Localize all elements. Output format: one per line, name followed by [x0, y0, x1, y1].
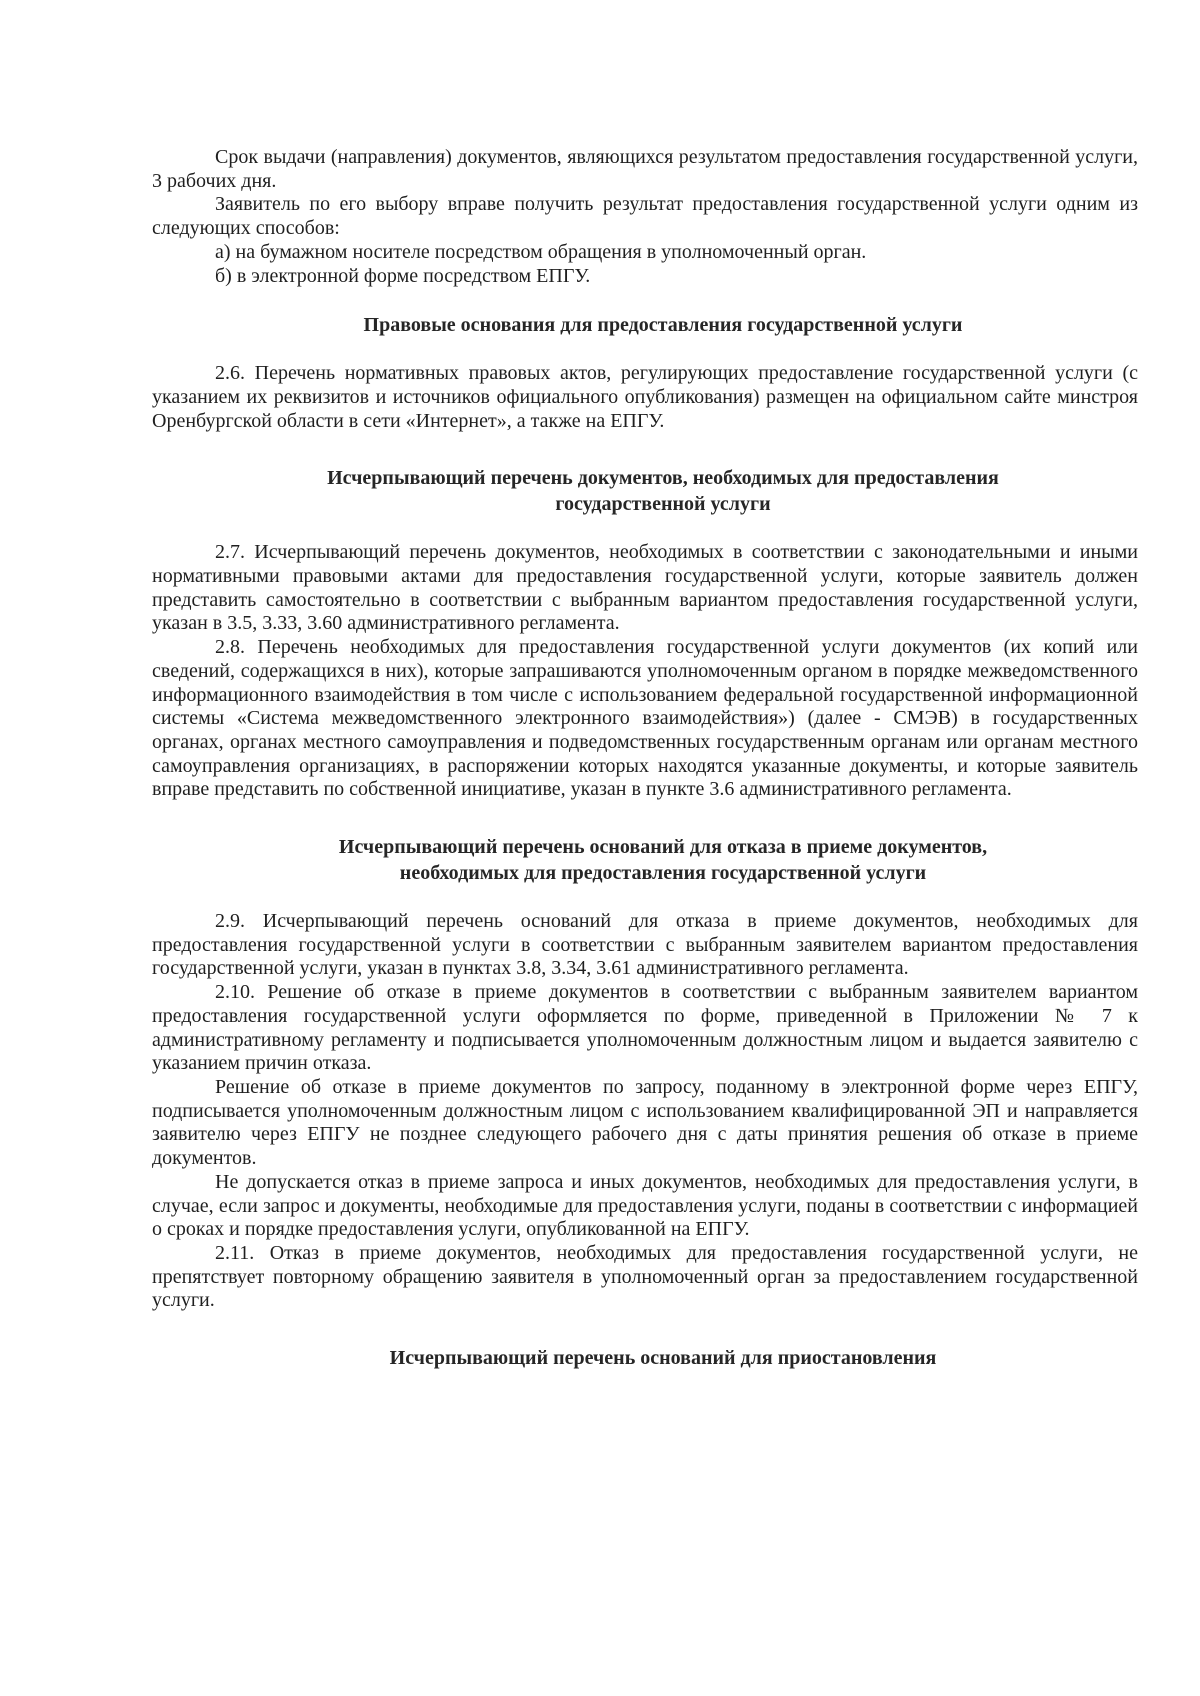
heading-documents-line2: государственной услуги — [555, 493, 771, 516]
heading-refusal-line2: необходимых для предоставления государственной услуги — [399, 862, 927, 885]
heading-legal-grounds: Правовые основания для предоставления государственной услуги — [363, 314, 963, 337]
heading-refusal-line1: Исчерпывающий перечень оснований для отказа в приеме документов, — [338, 836, 988, 859]
paragraph-2-7: 2.7. Исчерпывающий перечень документов, необходимых в соответствии с законодательными и иными нормативными правовыми актами для предоставления государственной услуги, которые заявитель должен представить самостоятельно в соответствии с выбранным вариантом предоставления государственной услуги, указан в 3.5, 3.33, 3.60 административного регламента. — [152, 541, 1138, 635]
heading-documents-line1: Исчерпывающий перечень документов, необходимых для предоставления — [327, 467, 999, 490]
paragraph-refusal-not-allowed: Не допускается отказ в приеме запроса и иных документов, необходимых для предоставления услуги, в случае, если запрос и документы, необходимые для предоставления услуги, поданы в соответствии с информацией о сроках и порядке предоставления услуги, опубликованной на ЕПГУ. — [152, 1170, 1138, 1241]
paragraph-result-methods: Заявитель по его выбору вправе получить результат предоставления государственной услуги одним из следующих способов: — [152, 193, 1138, 240]
paragraph-2-11: 2.11. Отказ в приеме документов, необходимых для предоставления государственной услуги, не препятствует повторному обращению заявителя в уполномоченный орган за предоставлением государственной услуги. — [152, 1241, 1138, 1312]
paragraph-2-6: 2.6. Перечень нормативных правовых актов, регулирующих предоставление государственной услуги (с указанием их реквизитов и источников официального опубликования) размещен на официальном сайте минстроя Оренбургской области в сети «Интернет», а также на ЕПГУ. — [152, 362, 1138, 432]
heading-suspension-line1: Исчерпывающий перечень оснований для приостановления — [389, 1347, 937, 1370]
paragraph-2-10: 2.10. Решение об отказе в приеме документов в соответствии с выбранным заявителем вариантом предоставления государственной услуги оформляется по форме, приведенной в Приложении № 7 к административному регламенту и подписывается уполномоченным должностным лицом и выдается заявителю с указанием причин отказа. — [152, 981, 1138, 1075]
paragraph-issue-term: Срок выдачи (направления) документов, являющихся результатом предоставления государственной услуги, 3 рабочих дня. — [152, 146, 1138, 192]
paragraph-refusal-epgu: Решение об отказе в приеме документов по запросу, поданному в электронной форме через ЕПГУ, подписывается уполномоченным должностным лицом с использованием квалифицированной ЭП и направляется заявителю через ЕПГУ не позднее следующего рабочего дня с даты принятия решения об отказе в приеме документов. — [152, 1075, 1138, 1170]
paragraph-2-8: 2.8. Перечень необходимых для предоставления государственной услуги документов (их копий или сведений, содержащихся в них), которые запрашиваются уполномоченным органом в порядке межведомственного информационного взаимодействия в том числе с использованием федеральной государственной информационной системы «Система межведомственного электронного взаимодействия») (далее - СМЭВ) в государственных органах, органах местного самоуправления и подведомственных государственным органам или органам местного самоуправления организациях, в распоряжении которых находятся указанные документы, и которые заявитель вправе представить по собственной инициативе, указан в пункте 3.6 административного регламента. — [152, 636, 1138, 801]
list-item-electronic: б) в электронной форме посредством ЕПГУ. — [215, 264, 591, 287]
paragraph-2-9: 2.9. Исчерпывающий перечень оснований для отказа в приеме документов, необходимых для предоставления государственной услуги в соответствии с выбранным заявителем вариантом предоставления государственной услуги, указан в пунктах 3.8, 3.34, 3.61 административного регламента. — [152, 910, 1138, 980]
list-item-paper: а) на бумажном носителе посредством обращения в уполномоченный орган. — [215, 240, 867, 263]
